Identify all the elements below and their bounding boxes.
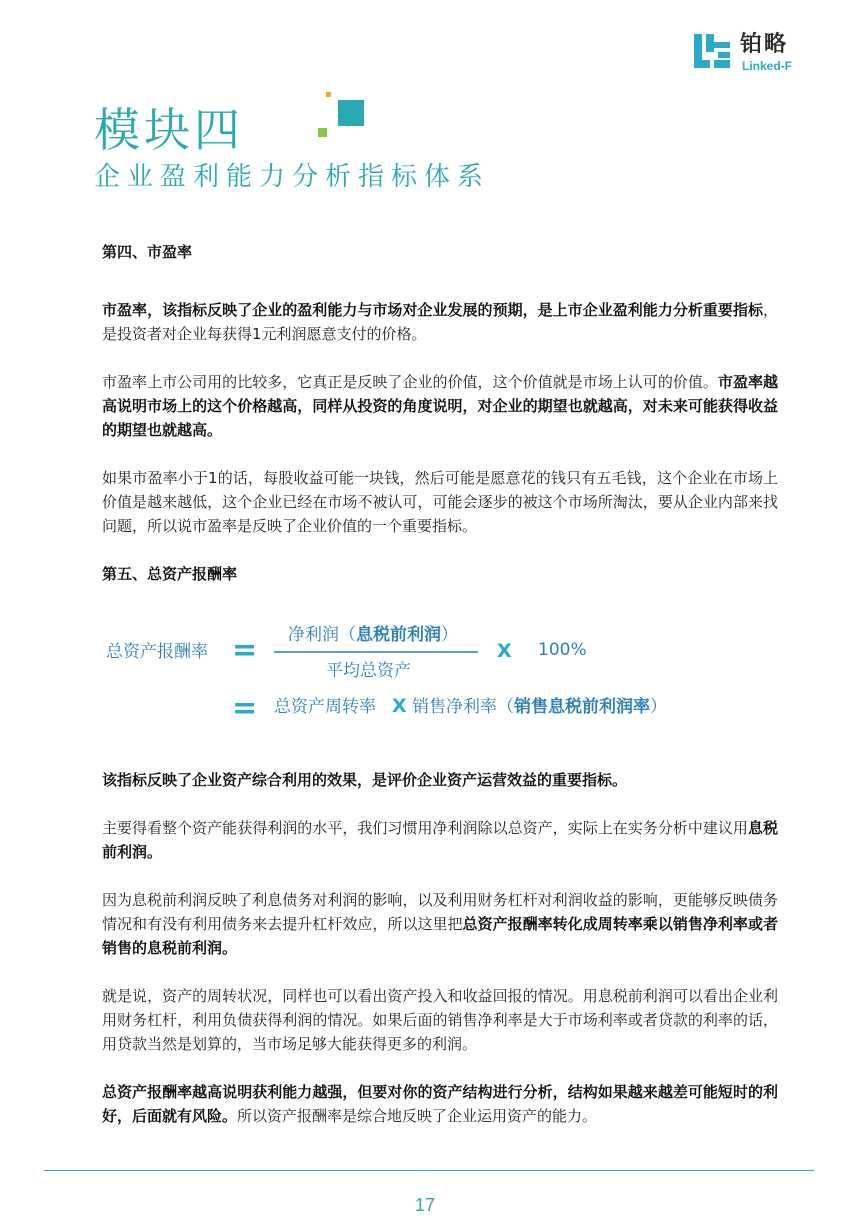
logo-name-en: Linked-F xyxy=(742,59,792,73)
page-subtitle: 企业盈利能力分析指标体系 xyxy=(94,162,491,192)
text: 主要得看整个资产能获得利润的水平，我们习惯用净利润除以总资产，实际上在实务分析中建议用 xyxy=(102,819,748,837)
formula-numerator xyxy=(288,624,458,645)
formula-times-2: X xyxy=(392,695,407,717)
footer-divider xyxy=(44,1170,814,1171)
roa-formula xyxy=(100,612,720,730)
bold-text: 总资产报酬率转化成周转率乘以销售净利率或者销售的息税前利润。 xyxy=(102,915,778,957)
paragraph xyxy=(102,888,778,960)
section-heading-roa: 第五、总资产报酬率 xyxy=(102,565,238,583)
text: 就是说，资产的周转状况，同样也可以看出资产投入和收益回报的情况。用息税前利润可以看出企业利用财务杠杆，利用负债获得利润的情况。如果后面的销售净利率是大于市场利率或者贷款的利率的话，用贷款当然是划算的，当市场足够大能获得更多的利润。 xyxy=(102,987,778,1053)
factor2-close: ） xyxy=(650,697,667,717)
formula-lhs: 总资产报酬率 xyxy=(106,642,208,662)
formula-equals-2: = xyxy=(232,691,258,726)
text: 因为息税前利润反映了利息债务对利润的影响，以及利用财务杠杆对利润收益的影响，更能够反映债务情况和有没有利用债务来去提升杠杆效应，所以这里把 xyxy=(102,891,778,933)
formula-factor-2 xyxy=(412,696,667,717)
numerator-bold: 息税前利润 xyxy=(356,625,441,645)
text: 所以资产报酬率是综合地反映了企业运用资产的能力。 xyxy=(237,1107,598,1125)
logo-mark-icon xyxy=(692,32,732,72)
section-heading-pe-ratio: 第四、市盈率 xyxy=(102,243,193,261)
paragraph xyxy=(102,984,778,1056)
paragraph xyxy=(102,298,778,346)
page-number: 17 xyxy=(414,1195,436,1215)
logo-name-cn: 铂略 xyxy=(740,32,789,57)
bold-text: 息税前利润。 xyxy=(102,819,778,861)
paragraph xyxy=(102,370,778,442)
formula-equals: = xyxy=(232,633,258,668)
formula-times: X xyxy=(497,640,512,662)
page-title: 模块四 xyxy=(94,103,244,157)
factor2-text: 销售净利率（ xyxy=(412,697,514,717)
bold-text: 该指标反映了企业资产综合利用的效果，是评价企业资产运营效益的重要指标。 xyxy=(102,771,628,789)
text: ，是投资者对企业每获得1元利润愿意支付的价格。 xyxy=(102,301,778,343)
bold-text: 市盈率越高说明市场上的这个价格越高，同样从投资的角度说明，对企业的期望也就越高，对未来可能获得收益的期望也就越高。 xyxy=(102,373,778,439)
formula-percent: 100% xyxy=(538,640,587,660)
decorative-squares-icon xyxy=(318,92,364,140)
paragraph xyxy=(102,1080,778,1128)
paragraph xyxy=(102,816,778,864)
paragraph xyxy=(102,466,778,538)
factor2-bold: 销售息税前利润率 xyxy=(514,697,650,717)
paragraph xyxy=(102,768,778,792)
text: 如果市盈率小于1的话，每股收益可能一块钱，然后可能是愿意花的钱只有五毛钱，这个企业在市场上价值是越来越低，这个企业已经在市场不被认可，可能会逐步的被这个市场所淘汰，要从企业内部来找问题，所以说市盈率是反映了企业价值的一个重要指标。 xyxy=(102,469,778,535)
text: 市盈率上市公司用的比较多，它真正是反映了企业的价值，这个价值就是市场上认可的价值。 xyxy=(102,373,718,391)
brand-logo xyxy=(692,32,812,76)
formula-denominator: 平均总资产 xyxy=(326,661,411,681)
numerator-text: 净利润（ xyxy=(288,625,356,645)
bold-text: 总资产报酬率越高说明获利能力越强，但要对你的资产结构进行分析，结构如果越来越差可能短时的利好，后面就有风险。 xyxy=(102,1083,778,1125)
formula-factor-1: 总资产周转率 xyxy=(274,697,376,717)
numerator-close: ） xyxy=(441,625,458,645)
bold-text: 市盈率，该指标反映了企业的盈利能力与市场对企业发展的预期，是上市企业盈利能力分析重要指标 xyxy=(102,301,763,319)
